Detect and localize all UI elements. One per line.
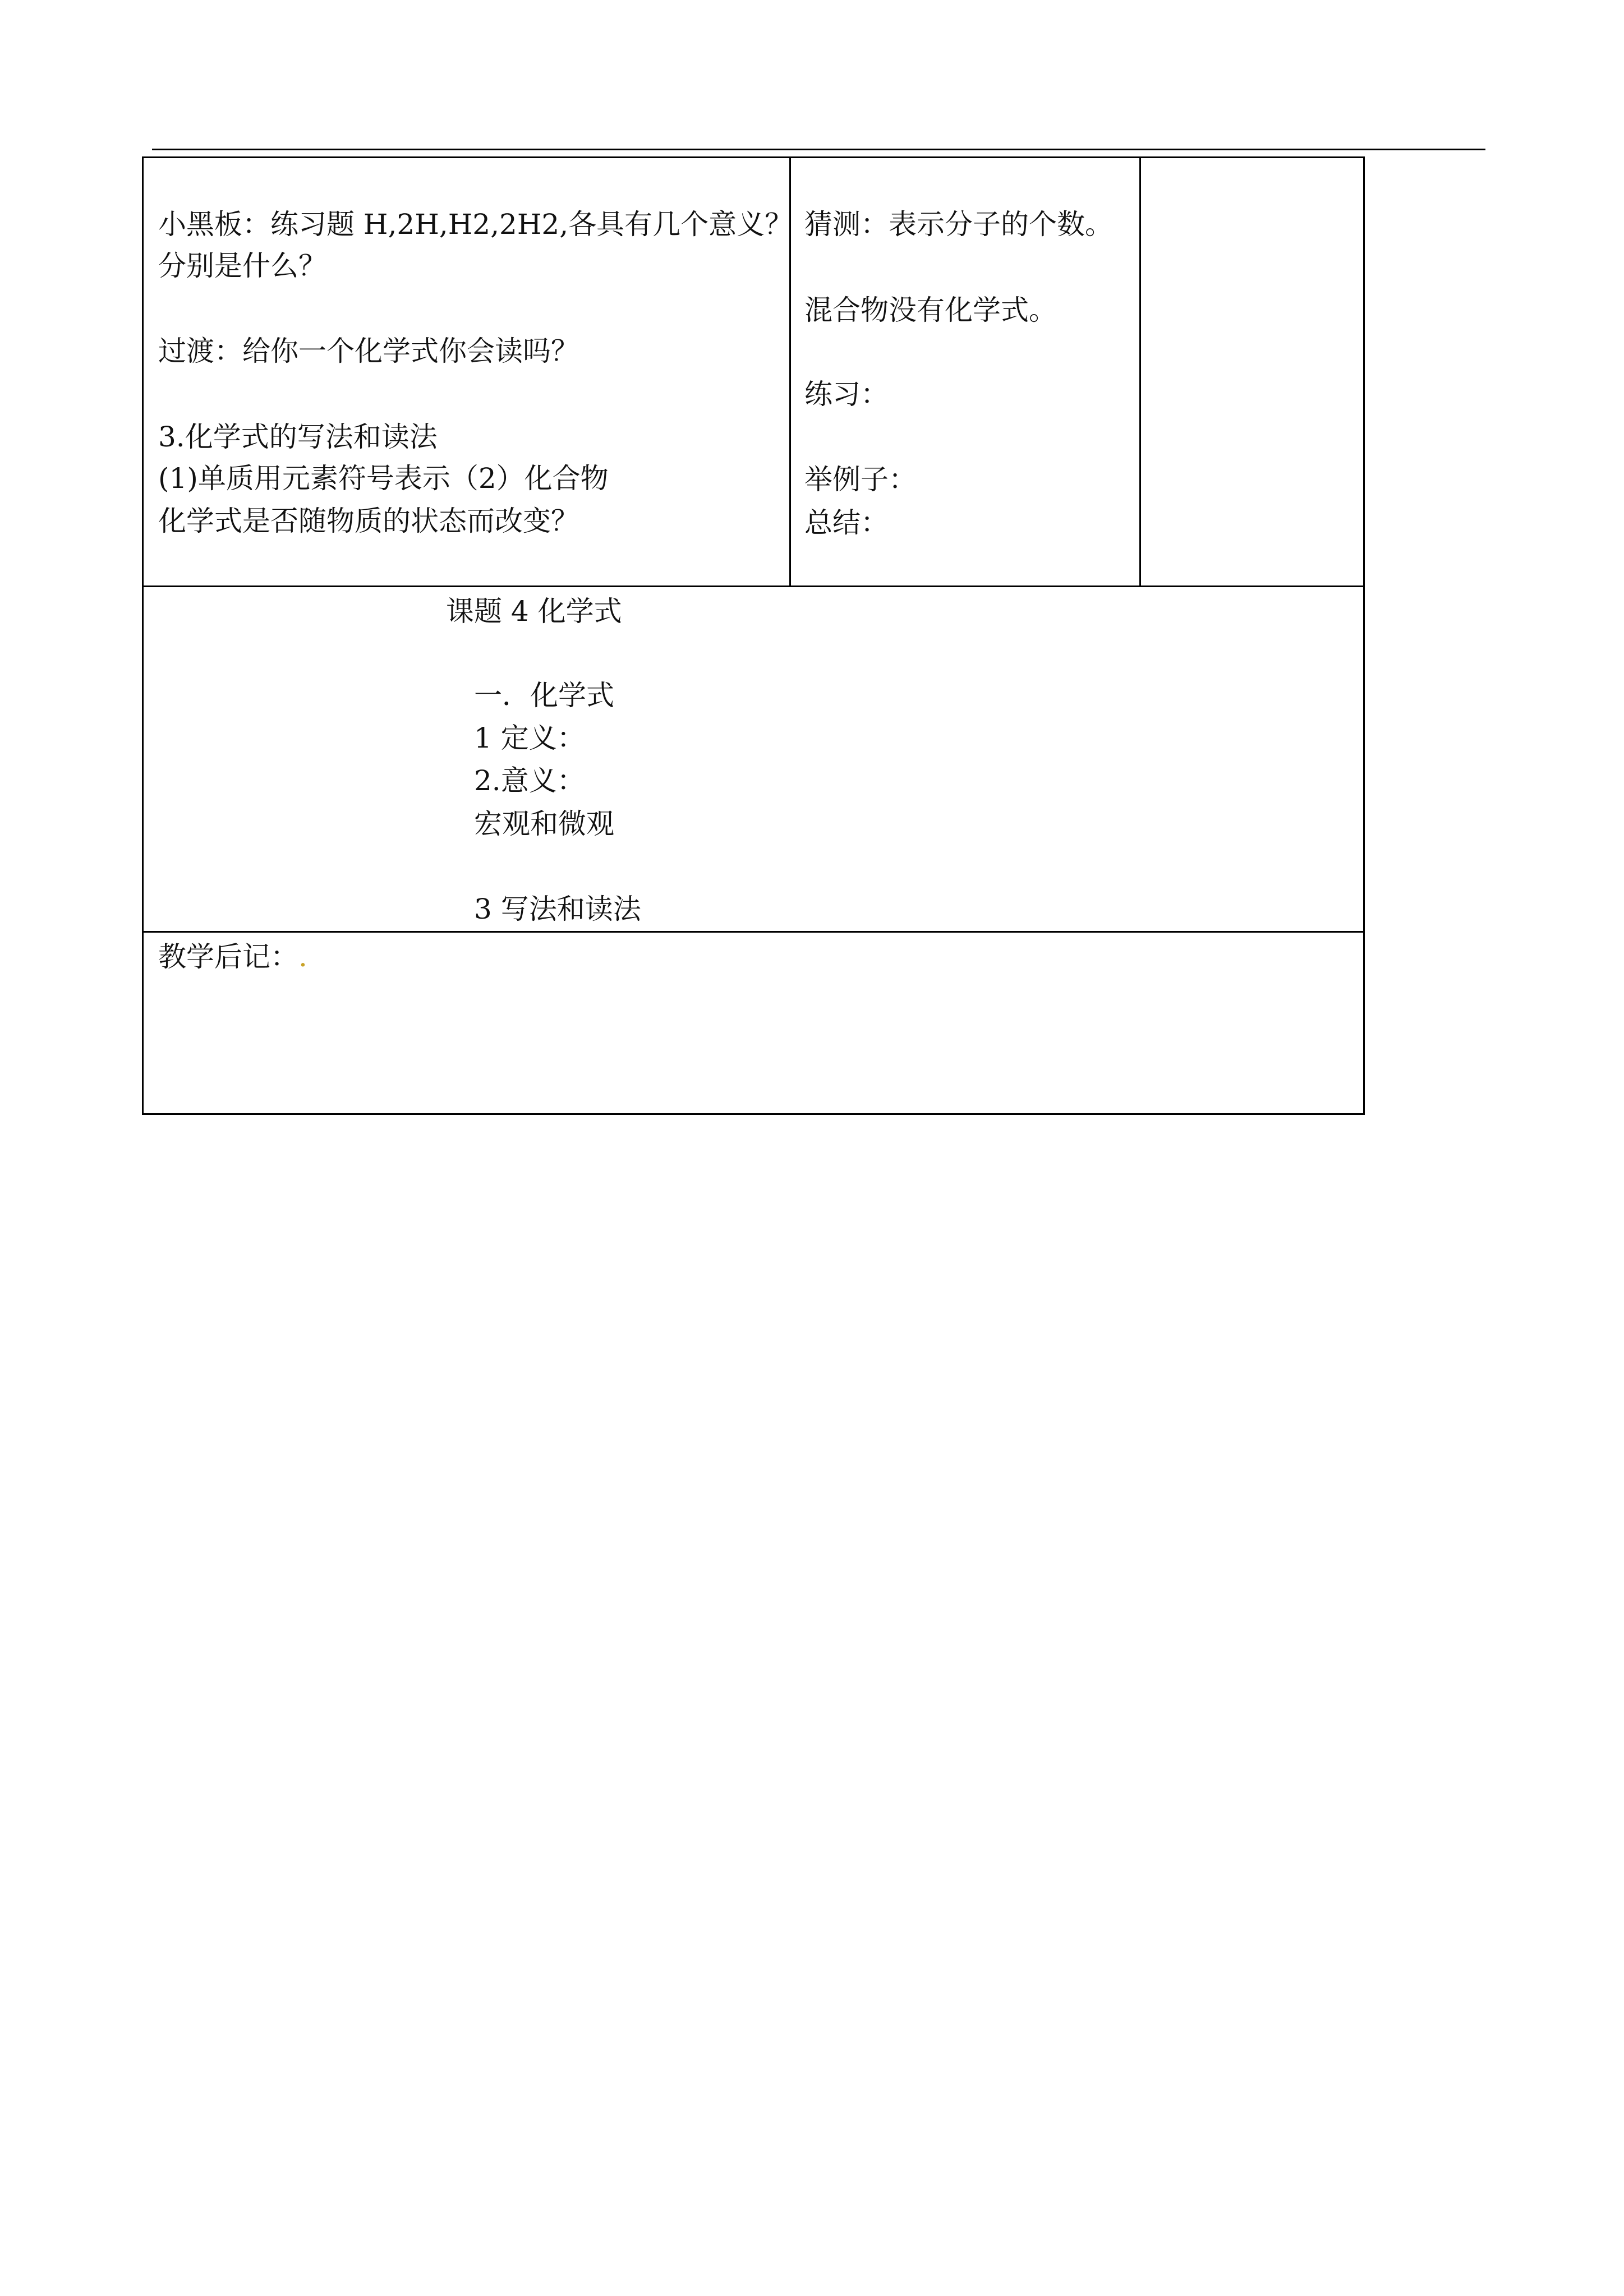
text-line: 分别是什么？ (158, 250, 326, 282)
table-border-left (142, 156, 144, 1115)
board-heading: 一．化学式 (474, 679, 614, 712)
reflection-label-text: 教学后记： (158, 940, 298, 973)
text-line: (1)单质用元素符号表示（2）化合物 (158, 462, 609, 495)
reflection-mark: . (298, 940, 307, 973)
table-border-right (1363, 156, 1365, 1115)
text-line: 化学式是否随物质的状态而改变？ (158, 505, 579, 537)
row-divider-1 (142, 585, 1365, 587)
board-item: 1 定义： (474, 722, 585, 754)
text-line: 举例子： (804, 463, 917, 496)
text-line: 小黑板：练习题 H,2H,H2,2H2,各具有几个意义？ (158, 208, 793, 241)
cell-notes-empty (1141, 158, 1363, 585)
board-title: 课题 4 化学式 (446, 595, 622, 628)
table-border-bottom (142, 1113, 1365, 1115)
board-item: 2.意义： (474, 764, 585, 797)
reflection-label (158, 940, 307, 974)
text-line: 3.化学式的写法和读法 (158, 421, 438, 453)
text-line: 练习： (804, 378, 889, 411)
board-item: 3 写法和读法 (474, 893, 641, 925)
board-item: 宏观和微观 (474, 808, 614, 840)
text-line: 总结： (804, 506, 889, 539)
text-line: 混合物没有化学式。 (804, 294, 1057, 326)
text-line: 过渡：给你一个化学式你会读吗？ (158, 335, 579, 367)
row-divider-2 (142, 931, 1365, 933)
text-line: 猜测：表示分子的个数。 (804, 208, 1113, 241)
header-rule (152, 149, 1485, 150)
